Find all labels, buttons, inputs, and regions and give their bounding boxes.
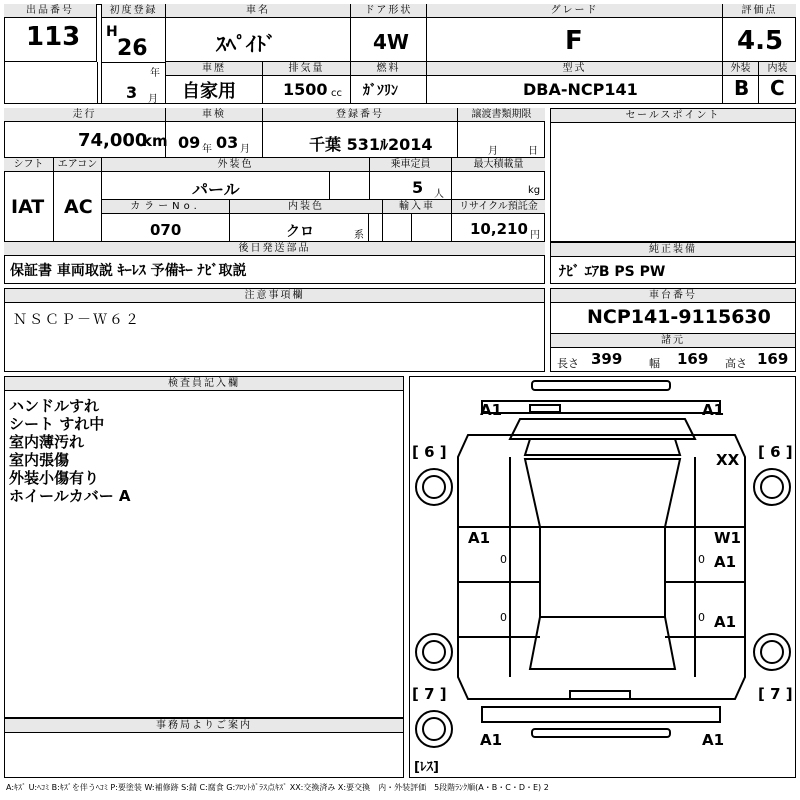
color-cell bbox=[102, 158, 370, 200]
chassis-cell bbox=[550, 288, 796, 372]
displacement-cell bbox=[263, 62, 351, 104]
int-color-unit: 系 bbox=[354, 230, 364, 241]
mark-door-fr: A1 bbox=[714, 553, 737, 571]
month-unit: 月 bbox=[148, 94, 158, 105]
office-cell bbox=[4, 718, 404, 778]
mark-front-left: A1 bbox=[480, 401, 503, 419]
capacity-value: 5 bbox=[412, 178, 424, 197]
grade-cell bbox=[427, 4, 723, 62]
inspector-line-6: ホイールカバー A bbox=[9, 487, 131, 505]
load-label: 最大積載量 bbox=[452, 158, 545, 172]
mark-spare: [ﾚｽ] bbox=[414, 760, 439, 775]
insp-month: 03 bbox=[216, 133, 239, 152]
plate-cell bbox=[263, 108, 458, 158]
door-cell bbox=[351, 4, 427, 62]
mileage-cell bbox=[4, 108, 166, 158]
mark-rear-right: A1 bbox=[702, 731, 725, 749]
car-name-cell bbox=[166, 4, 351, 62]
score-value: 4.5 bbox=[737, 26, 784, 56]
recycle-unit: 円 bbox=[530, 230, 540, 241]
year-unit: 年 bbox=[150, 68, 160, 79]
displacement-value: 1500 bbox=[283, 80, 328, 99]
month-value: 3 bbox=[126, 83, 138, 102]
score-cell bbox=[723, 4, 796, 62]
interior-label: 内装 bbox=[759, 62, 796, 76]
sales-point-cell bbox=[550, 108, 796, 242]
color-no-label: カラーNo. bbox=[102, 200, 229, 214]
delivery-value: 保証書 車両取説 ｷｰﾚｽ 予備ｷｰ ﾅﾋﾞ取説 bbox=[10, 263, 247, 279]
recycle-label: リサイクル預託金 bbox=[452, 200, 545, 214]
legend: A:ｷｽﾞ U:ﾍｺﾐ B:ｷｽﾞを伴うﾍｺﾐ P:要塗装 W:補修跡 S:錆 C:腐食 G:ﾌﾛﾝﾄｶﾞﾗｽ点ｷｽﾞ XX:交換済み X:要交換 内・外装評価 5段階ﾗﾝｸ順(A・B・C・D・E) 2 bbox=[6, 783, 549, 792]
door-value: 4W bbox=[373, 30, 409, 54]
int-color-cell bbox=[230, 200, 383, 242]
mark-front-right: A1 bbox=[702, 401, 725, 419]
displacement-label: 排気量 bbox=[263, 62, 350, 76]
shift-label: シフト bbox=[4, 158, 53, 172]
grade-label: グレード bbox=[427, 4, 722, 18]
mark-tire-rl: [ 7 ] bbox=[412, 685, 447, 703]
inspector-label: 検査員記入欄 bbox=[5, 377, 403, 391]
era-value: H bbox=[106, 24, 118, 40]
transfer-day: 日 bbox=[528, 146, 538, 157]
color-value: パール bbox=[192, 180, 240, 199]
delivery-label: 後日発送部品 bbox=[4, 242, 545, 256]
color-no-value: 070 bbox=[150, 221, 182, 239]
equipment-cell bbox=[550, 242, 796, 284]
mark-rear-left: A1 bbox=[480, 731, 503, 749]
ac-value: AC bbox=[64, 196, 93, 218]
width-label: 幅 bbox=[649, 357, 660, 370]
load-cell bbox=[452, 158, 545, 200]
exterior-label: 外装 bbox=[723, 62, 758, 76]
lot-label: 出品番号 bbox=[4, 4, 96, 18]
history-cell bbox=[166, 62, 263, 104]
mark-door-fr-w: W1 bbox=[714, 529, 741, 547]
inspection-label: 車検 bbox=[166, 108, 262, 122]
chassis-value: NCP141-9115630 bbox=[587, 306, 771, 328]
length-label: 長さ bbox=[557, 357, 579, 370]
displacement-unit: cc bbox=[331, 88, 342, 99]
mark-door-rr-num: 0 bbox=[698, 611, 705, 624]
ac-cell bbox=[54, 158, 102, 242]
import-label: 輸入車 bbox=[383, 200, 451, 214]
model-value: DBA-NCP141 bbox=[523, 80, 638, 99]
transfer-month: 月 bbox=[488, 146, 498, 157]
import-cell bbox=[383, 200, 452, 242]
mark-fender-r: XX bbox=[716, 451, 740, 469]
spec-label: 諸元 bbox=[551, 334, 795, 348]
mark-door-rl-num: 0 bbox=[500, 611, 507, 624]
first-reg-cell bbox=[101, 4, 166, 104]
capacity-unit: 人 bbox=[434, 189, 444, 200]
color-label: 外装色 bbox=[102, 158, 369, 172]
equipment-value: ﾅﾋﾞ ｴｱB PS PW bbox=[559, 264, 666, 280]
length-value: 399 bbox=[591, 350, 623, 368]
grade-value: F bbox=[565, 26, 583, 56]
recycle-cell bbox=[452, 200, 545, 242]
color-no-cell bbox=[102, 200, 230, 242]
lot-cell bbox=[4, 4, 97, 62]
car-diagram-svg bbox=[410, 377, 795, 777]
delivery-cell bbox=[4, 242, 545, 284]
fuel-value: ｶﾞｿﾘﾝ bbox=[363, 83, 398, 99]
mileage-label: 走行 bbox=[4, 108, 165, 122]
mark-door-fl: A1 bbox=[468, 529, 491, 547]
caution-cell bbox=[4, 288, 545, 372]
history-label: 車歴 bbox=[166, 62, 262, 76]
model-label: 型式 bbox=[427, 62, 722, 76]
sales-point-label: セールスポイント bbox=[551, 109, 795, 123]
inspector-line-4: 室内張傷 bbox=[9, 451, 70, 469]
recycle-value: 10,210 bbox=[470, 220, 528, 238]
year-value: 26 bbox=[117, 36, 148, 61]
equipment-label: 純正装備 bbox=[551, 243, 795, 257]
score-label: 評価点 bbox=[723, 4, 796, 18]
caution-label: 注意事項欄 bbox=[5, 289, 544, 303]
inspector-line-5: 外装小傷有り bbox=[9, 469, 100, 487]
mileage-unit: km bbox=[142, 132, 168, 150]
mark-tire-fl: [ 6 ] bbox=[412, 443, 447, 461]
interior-value: C bbox=[770, 76, 785, 100]
insp-year: 09 bbox=[178, 133, 201, 152]
lot-value: 113 bbox=[26, 22, 81, 52]
capacity-label: 乗車定員 bbox=[370, 158, 451, 172]
inspector-line-1: ハンドルすれ bbox=[9, 397, 100, 415]
insp-year-unit: 年 bbox=[202, 144, 212, 155]
transfer-label: 譲渡書類期限 bbox=[458, 108, 545, 122]
capacity-cell bbox=[370, 158, 452, 200]
office-label: 事務局よりご案内 bbox=[5, 719, 403, 733]
exterior-value: B bbox=[734, 76, 750, 100]
inspector-cell bbox=[4, 376, 404, 718]
inspector-line-2: シート すれ中 bbox=[9, 415, 105, 433]
model-cell bbox=[427, 62, 723, 104]
inspection-cell bbox=[166, 108, 263, 158]
transfer-cell bbox=[458, 108, 545, 158]
car-name-label: 車名 bbox=[166, 4, 350, 18]
chassis-label: 車台番号 bbox=[551, 289, 795, 303]
fuel-cell bbox=[351, 62, 427, 104]
history-value: 自家用 bbox=[182, 81, 236, 102]
mark-door-fr-num: 0 bbox=[698, 553, 705, 566]
exterior-cell bbox=[723, 62, 759, 104]
car-name-value: ｽﾍﾟｲﾄﾞ bbox=[216, 32, 276, 56]
mark-tire-fr: [ 6 ] bbox=[758, 443, 793, 461]
mileage-value: 74,000 bbox=[78, 130, 148, 151]
height-value: 169 bbox=[757, 350, 789, 368]
mark-tire-rr: [ 7 ] bbox=[758, 685, 793, 703]
first-reg-label: 初度登録 bbox=[102, 4, 165, 18]
fuel-label: 燃料 bbox=[351, 62, 426, 76]
int-color-label: 内装色 bbox=[230, 200, 382, 214]
mark-door-fl-num: 0 bbox=[500, 553, 507, 566]
height-label: 高さ bbox=[725, 357, 747, 370]
door-label: ドア形状 bbox=[351, 4, 426, 18]
width-value: 169 bbox=[677, 350, 709, 368]
mark-door-rr: A1 bbox=[714, 613, 737, 631]
plate-label: 登録番号 bbox=[263, 108, 457, 122]
int-color-value: クロ bbox=[286, 224, 314, 240]
caution-value: ＮＳＣＰ－Ｗ６２ bbox=[13, 312, 141, 328]
shift-cell bbox=[4, 158, 54, 242]
car-diagram bbox=[409, 376, 796, 778]
plate-value: 千葉 531ﾙ2014 bbox=[309, 135, 433, 154]
insp-month-unit: 月 bbox=[240, 144, 250, 155]
ac-label: エアコン bbox=[54, 158, 101, 172]
interior-cell bbox=[759, 62, 796, 104]
load-unit: kg bbox=[528, 185, 541, 196]
inspector-line-3: 室内薄汚れ bbox=[9, 433, 85, 451]
shift-value: IAT bbox=[11, 196, 45, 218]
